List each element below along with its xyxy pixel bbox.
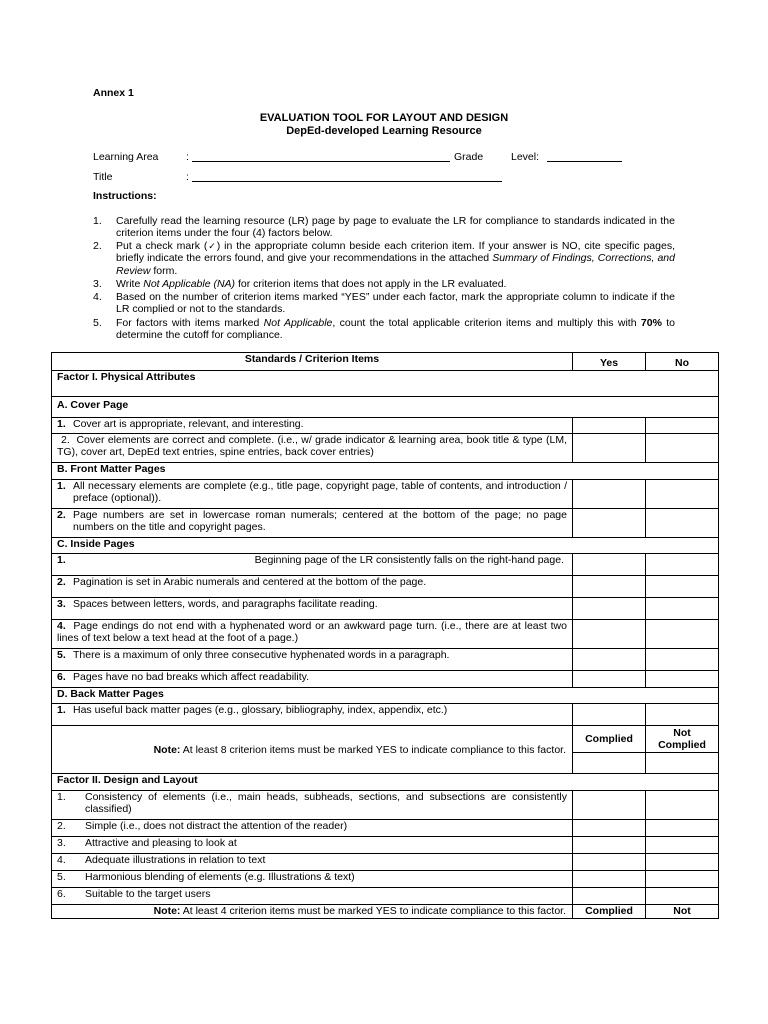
yes-cell[interactable] bbox=[573, 509, 646, 538]
criterion-text: Pagination is set in Arabic numerals and centered at the bottom of the page. bbox=[73, 576, 427, 588]
instruction-number: 1. bbox=[93, 215, 102, 227]
no-cell[interactable] bbox=[646, 704, 719, 726]
criterion-number: 4. bbox=[57, 854, 66, 866]
no-cell[interactable] bbox=[646, 576, 719, 598]
criterion-cell bbox=[52, 649, 573, 671]
criterion-text: Page endings do not end with a hyphenated word or an awkward page turn. (i.e., there are at least two lines of text below a text head at the foot of a page.) bbox=[57, 620, 567, 644]
criterion-cell bbox=[52, 434, 573, 463]
yes-cell[interactable] bbox=[573, 820, 646, 837]
complied-cell[interactable] bbox=[573, 753, 646, 774]
criterion-cell bbox=[52, 509, 573, 538]
table-row bbox=[52, 854, 719, 871]
criterion-cell bbox=[52, 576, 573, 598]
criterion-text: Cover elements are correct and complete. (i.e., w/ grade indicator & learning area, book title & type (LM, TG), cover art, DepEd text entries, spine entries, back cover entries) bbox=[57, 434, 567, 458]
col-standards-header: Standards / Criterion Items bbox=[52, 353, 573, 371]
not-complied-header: Not Complied bbox=[646, 726, 719, 753]
criterion-text: Suitable to the target users bbox=[85, 888, 211, 900]
criterion-cell bbox=[52, 671, 573, 688]
table-row bbox=[52, 888, 719, 905]
instruction-text-part: ) in the appropriate column beside each criterion item. If your answer is NO, cite specific pages, briefly indicate the errors found, and give your recommendations in the attached bbox=[116, 240, 675, 265]
yes-cell[interactable] bbox=[573, 418, 646, 434]
learning-area-colon: : bbox=[186, 151, 189, 163]
section-d-heading: D. Back Matter Pages bbox=[52, 688, 719, 704]
col-no-header: No bbox=[646, 353, 719, 371]
table-row bbox=[52, 509, 719, 538]
factor-row bbox=[52, 371, 719, 397]
title-field[interactable] bbox=[192, 170, 502, 182]
learning-area-field[interactable] bbox=[192, 150, 450, 162]
instruction-text bbox=[116, 278, 675, 290]
criterion-number: 1. bbox=[57, 418, 66, 430]
criterion-text: Beginning page of the LR consistently falls on the right-hand page. bbox=[254, 554, 564, 566]
criterion-text: Attractive and pleasing to look at bbox=[85, 837, 237, 849]
criterion-cell bbox=[52, 598, 573, 620]
no-cell[interactable] bbox=[646, 554, 719, 576]
yes-cell[interactable] bbox=[573, 649, 646, 671]
document-title: EVALUATION TOOL FOR LAYOUT AND DESIGN bbox=[259, 112, 509, 124]
note-cell bbox=[52, 726, 573, 774]
instruction-2 bbox=[93, 240, 675, 277]
instruction-text-part: form. bbox=[150, 264, 178, 277]
criterion-text: All necessary elements are complete (e.g., title page, copyright page, table of contents, and introduction / preface (optional)). bbox=[73, 480, 567, 504]
no-cell[interactable] bbox=[646, 854, 719, 871]
no-cell[interactable] bbox=[646, 598, 719, 620]
yes-cell[interactable] bbox=[573, 480, 646, 509]
criterion-number: 2. bbox=[57, 509, 66, 521]
title-label: Title bbox=[93, 171, 113, 183]
criterion-cell bbox=[52, 854, 573, 871]
criterion-cell bbox=[52, 820, 573, 837]
yes-cell[interactable] bbox=[573, 854, 646, 871]
instruction-text-part: Put a check mark ( bbox=[116, 240, 208, 252]
instruction-text bbox=[116, 240, 675, 277]
evaluation-table bbox=[51, 352, 719, 919]
criterion-text: Pages have no bad breaks which affect readability. bbox=[73, 671, 310, 683]
instruction-text-part: , count the total applicable criterion items and multiply this with bbox=[332, 317, 641, 329]
not-complied-header: Not bbox=[646, 905, 719, 919]
section-b-heading: B. Front Matter Pages bbox=[52, 463, 719, 480]
criterion-cell bbox=[52, 480, 573, 509]
annex-label: Annex 1 bbox=[93, 87, 134, 99]
instruction-number: 3. bbox=[93, 278, 102, 290]
yes-cell[interactable] bbox=[573, 871, 646, 888]
table-row bbox=[52, 671, 719, 688]
grade-label: Grade bbox=[454, 151, 484, 163]
no-cell[interactable] bbox=[646, 671, 719, 688]
instruction-text bbox=[116, 317, 675, 342]
criterion-cell bbox=[52, 704, 573, 726]
yes-cell[interactable] bbox=[573, 434, 646, 463]
yes-cell[interactable] bbox=[573, 598, 646, 620]
criterion-cell bbox=[52, 554, 573, 576]
col-yes-header: Yes bbox=[573, 353, 646, 371]
no-cell[interactable] bbox=[646, 888, 719, 905]
table-row bbox=[52, 820, 719, 837]
instruction-text-italic: Not Applicable (NA) bbox=[143, 278, 236, 290]
instruction-5 bbox=[93, 317, 675, 342]
table-row bbox=[52, 598, 719, 620]
table-header-row bbox=[52, 353, 719, 371]
instruction-text-part: Write bbox=[116, 278, 144, 290]
factor-2-heading: Factor II. Design and Layout bbox=[52, 774, 719, 791]
no-cell[interactable] bbox=[646, 620, 719, 649]
criterion-text: Harmonious blending of elements (e.g. Illustrations & text) bbox=[85, 871, 355, 883]
criterion-number: 1. bbox=[57, 791, 66, 803]
criterion-cell bbox=[52, 791, 573, 820]
criterion-number: 1. bbox=[57, 554, 66, 566]
factor-row bbox=[52, 774, 719, 791]
note-label: Note: bbox=[153, 905, 181, 917]
document-subtitle: DepEd-developed Learning Resource bbox=[286, 125, 482, 137]
not-complied-cell[interactable] bbox=[646, 753, 719, 774]
complied-header: Complied bbox=[573, 905, 646, 919]
no-cell[interactable] bbox=[646, 791, 719, 820]
compliance-header-row bbox=[52, 726, 719, 753]
instruction-text-italic: Not Applicable bbox=[263, 317, 333, 329]
criterion-number: 1. bbox=[57, 480, 66, 492]
yes-cell[interactable] bbox=[573, 704, 646, 726]
criterion-number: 5. bbox=[57, 649, 66, 661]
table-row bbox=[52, 837, 719, 854]
instruction-4 bbox=[93, 291, 675, 316]
instruction-text: Carefully read the learning resource (LR) page by page to evaluate the LR for compliance to standards indicated in the criterion items under the four (4) factors below. bbox=[116, 215, 675, 240]
table-row bbox=[52, 418, 719, 434]
criterion-text: Has useful back matter pages (e.g., glossary, bibliography, index, appendix, etc.) bbox=[73, 704, 448, 716]
criterion-cell bbox=[52, 620, 573, 649]
table-row bbox=[52, 620, 719, 649]
note-cell bbox=[52, 905, 573, 919]
section-row bbox=[52, 397, 719, 418]
learning-area-label: Learning Area bbox=[93, 151, 159, 163]
compliance-header-row bbox=[52, 905, 719, 919]
table-row bbox=[52, 704, 719, 726]
section-row bbox=[52, 688, 719, 704]
criterion-text: Page numbers are set in lowercase roman numerals; centered at the bottom of the page; no page numbers on the title and copyright pages. bbox=[73, 509, 567, 533]
note-text: At least 8 criterion items must be marked YES to indicate compliance to this factor. bbox=[180, 743, 566, 756]
criterion-cell bbox=[52, 837, 573, 854]
table-row bbox=[52, 791, 719, 820]
criterion-number: 6. bbox=[57, 671, 66, 683]
instruction-3 bbox=[93, 278, 675, 290]
form-name: Summary of Findings, Corrections, and Review bbox=[116, 252, 675, 277]
yes-cell[interactable] bbox=[573, 671, 646, 688]
complied-header: Complied bbox=[573, 726, 646, 753]
instruction-text-part: for criterion items that does not apply in the LR evaluated. bbox=[235, 278, 507, 290]
no-cell[interactable] bbox=[646, 509, 719, 538]
criterion-number: 1. bbox=[57, 704, 66, 716]
criterion-text: Simple (i.e., does not distract the attention of the reader) bbox=[85, 820, 348, 832]
criterion-text: Cover art is appropriate, relevant, and interesting. bbox=[73, 418, 304, 430]
criterion-cell bbox=[52, 888, 573, 905]
section-a-heading: A. Cover Page bbox=[52, 397, 719, 418]
no-cell[interactable] bbox=[646, 649, 719, 671]
criterion-number: 2. bbox=[61, 434, 70, 446]
level-field[interactable] bbox=[547, 150, 622, 162]
table-row bbox=[52, 554, 719, 576]
section-row bbox=[52, 538, 719, 554]
criterion-number: 2. bbox=[57, 820, 66, 832]
criterion-number: 2. bbox=[57, 576, 66, 588]
table-row bbox=[52, 434, 719, 463]
note-label: Note: bbox=[153, 743, 181, 756]
yes-cell[interactable] bbox=[573, 888, 646, 905]
table-row bbox=[52, 480, 719, 509]
instruction-number: 5. bbox=[93, 317, 102, 329]
criterion-cell bbox=[52, 871, 573, 888]
yes-cell[interactable] bbox=[573, 791, 646, 820]
table-row bbox=[52, 576, 719, 598]
table-row bbox=[52, 649, 719, 671]
instruction-number: 4. bbox=[93, 291, 102, 303]
criterion-text: Spaces between letters, words, and paragraphs facilitate reading. bbox=[73, 598, 378, 610]
no-cell[interactable] bbox=[646, 434, 719, 463]
level-label: Level: bbox=[511, 151, 540, 163]
instructions-heading: Instructions: bbox=[93, 190, 157, 202]
instruction-text-part: to determine the cutoff for compliance. bbox=[116, 317, 675, 342]
criterion-text: Consistency of elements (i.e., main heads, subheads, sections, and subsections are consistently classified) bbox=[85, 791, 567, 815]
factor-1-heading: Factor I. Physical Attributes bbox=[52, 371, 719, 397]
section-row bbox=[52, 463, 719, 480]
note-text: At least 4 criterion items must be marked YES to indicate compliance to this factor. bbox=[180, 905, 566, 917]
yes-cell[interactable] bbox=[573, 554, 646, 576]
instruction-text-bold: 70% bbox=[640, 317, 662, 329]
check-mark-icon: ✓ bbox=[207, 241, 217, 251]
criterion-number: 6. bbox=[57, 888, 66, 900]
criterion-number: 5. bbox=[57, 871, 66, 883]
yes-cell[interactable] bbox=[573, 837, 646, 854]
title-colon: : bbox=[186, 171, 189, 183]
instruction-text-part: For factors with items marked bbox=[116, 317, 264, 329]
instruction-text: Based on the number of criterion items marked “YES” under each factor, mark the appropriate column to indicate if the LR complied or not to the standards. bbox=[116, 291, 675, 316]
criterion-text: There is a maximum of only three consecutive hyphenated words in a paragraph. bbox=[73, 649, 450, 661]
no-cell[interactable] bbox=[646, 480, 719, 509]
criterion-number: 4. bbox=[57, 620, 66, 632]
no-cell[interactable] bbox=[646, 871, 719, 888]
criterion-number: 3. bbox=[57, 598, 66, 610]
section-c-heading: C. Inside Pages bbox=[52, 538, 719, 554]
yes-cell[interactable] bbox=[573, 620, 646, 649]
yes-cell[interactable] bbox=[573, 576, 646, 598]
criterion-cell bbox=[52, 418, 573, 434]
no-cell[interactable] bbox=[646, 418, 719, 434]
instruction-1 bbox=[93, 215, 675, 240]
criterion-text: Adequate illustrations in relation to text bbox=[85, 854, 266, 866]
instruction-number: 2. bbox=[93, 240, 102, 252]
criterion-number: 3. bbox=[57, 837, 66, 849]
no-cell[interactable] bbox=[646, 820, 719, 837]
no-cell[interactable] bbox=[646, 837, 719, 854]
table-row bbox=[52, 871, 719, 888]
